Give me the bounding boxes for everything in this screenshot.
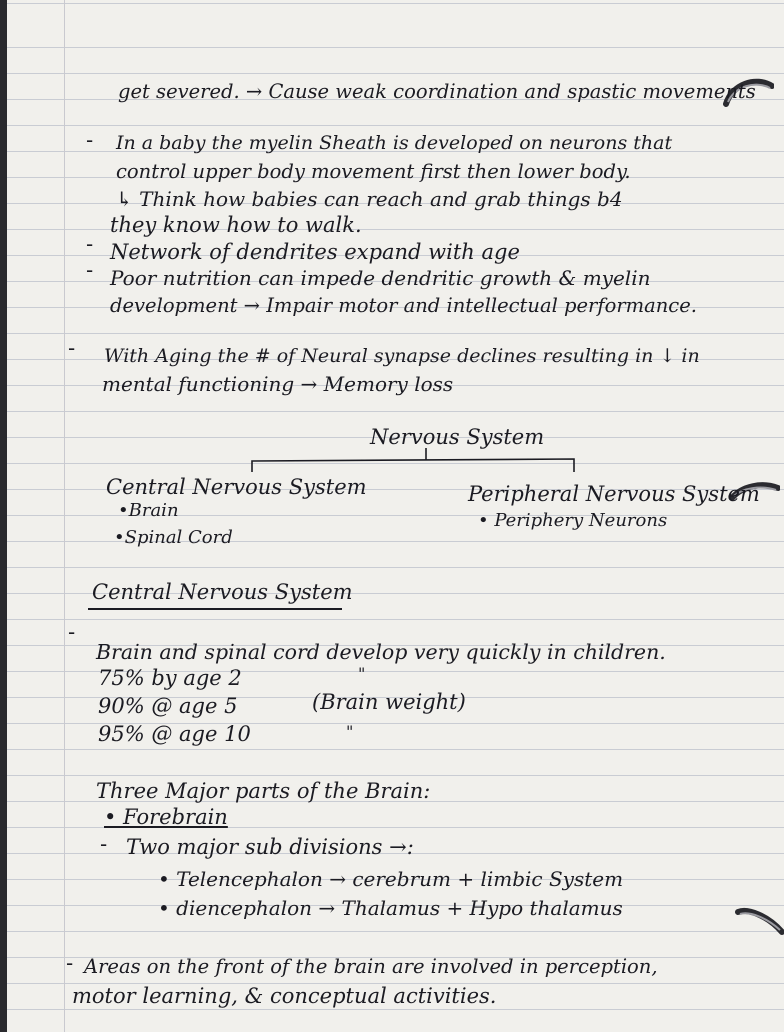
note-line: development → Impair motor and intellectual performance. xyxy=(110,294,697,317)
binder-ring-bottom xyxy=(734,906,784,936)
diagram-left-item: •Brain xyxy=(118,500,179,521)
diagram-left-item: •Spinal Cord xyxy=(114,527,233,548)
note-line: Brain and spinal cord develop very quickly in children. xyxy=(96,640,666,664)
note-line: Network of dendrites expand with age xyxy=(110,240,520,264)
page-shadow-edge xyxy=(0,0,7,1032)
note-line: motor learning, & conceptual activities. xyxy=(72,984,497,1008)
note-line: • diencephalon → Thalamus + Hypo thalamus xyxy=(158,896,623,920)
note-line: ↳ Think how babies can reach and grab things b4 xyxy=(116,187,623,211)
weight-row: 75% by age 2 xyxy=(98,666,242,690)
subheading: Three Major parts of the Brain: xyxy=(96,779,431,803)
ditto-mark: " xyxy=(346,722,354,741)
bullet-dash: - xyxy=(86,232,94,256)
note-line: With Aging the # of Neural synapse declines resulting in ↓ in xyxy=(104,345,700,367)
bullet-dash: - xyxy=(86,128,94,152)
note-line: get severed. → Cause weak coordination and spastic movements xyxy=(118,80,756,103)
bullet-dash: - xyxy=(68,620,76,644)
weight-note: (Brain weight) xyxy=(312,690,466,714)
note-line: Areas on the front of the brain are involved in perception, xyxy=(84,955,658,978)
diagram-left-title: Central Nervous System xyxy=(106,475,367,499)
note-line: control upper body movement first then lower body. xyxy=(116,160,631,183)
note-line: mental functioning → Memory loss xyxy=(102,372,454,396)
note-line: Poor nutrition can impede dendritic growth & myelin xyxy=(110,266,651,290)
note-line: • Telencephalon → cerebrum + limbic System xyxy=(158,867,624,891)
bullet-dash: - xyxy=(100,832,108,856)
note-line: they know how to walk. xyxy=(110,213,362,237)
diagram-connector xyxy=(248,448,578,478)
section-heading-underline xyxy=(88,608,342,610)
bullet-dash: - xyxy=(86,258,94,282)
diagram-right-item: • Periphery Neurons xyxy=(478,510,668,531)
diagram-root: Nervous System xyxy=(370,425,545,449)
diagram-right-title: Peripheral Nervous System xyxy=(468,482,760,506)
ditto-mark: " xyxy=(358,664,366,683)
weight-row: 90% @ age 5 xyxy=(98,694,238,718)
weight-row: 95% @ age 10 xyxy=(98,722,251,746)
forebrain-label: • Forebrain xyxy=(104,805,228,829)
note-line: Two major sub divisions →: xyxy=(126,835,414,859)
note-line: In a baby the myelin Sheath is developed on neurons that xyxy=(116,132,673,154)
margin-line xyxy=(64,0,65,1032)
bullet-dash: - xyxy=(68,336,76,360)
bullet-dash: - xyxy=(66,951,74,975)
section-heading: Central Nervous System xyxy=(92,580,353,604)
